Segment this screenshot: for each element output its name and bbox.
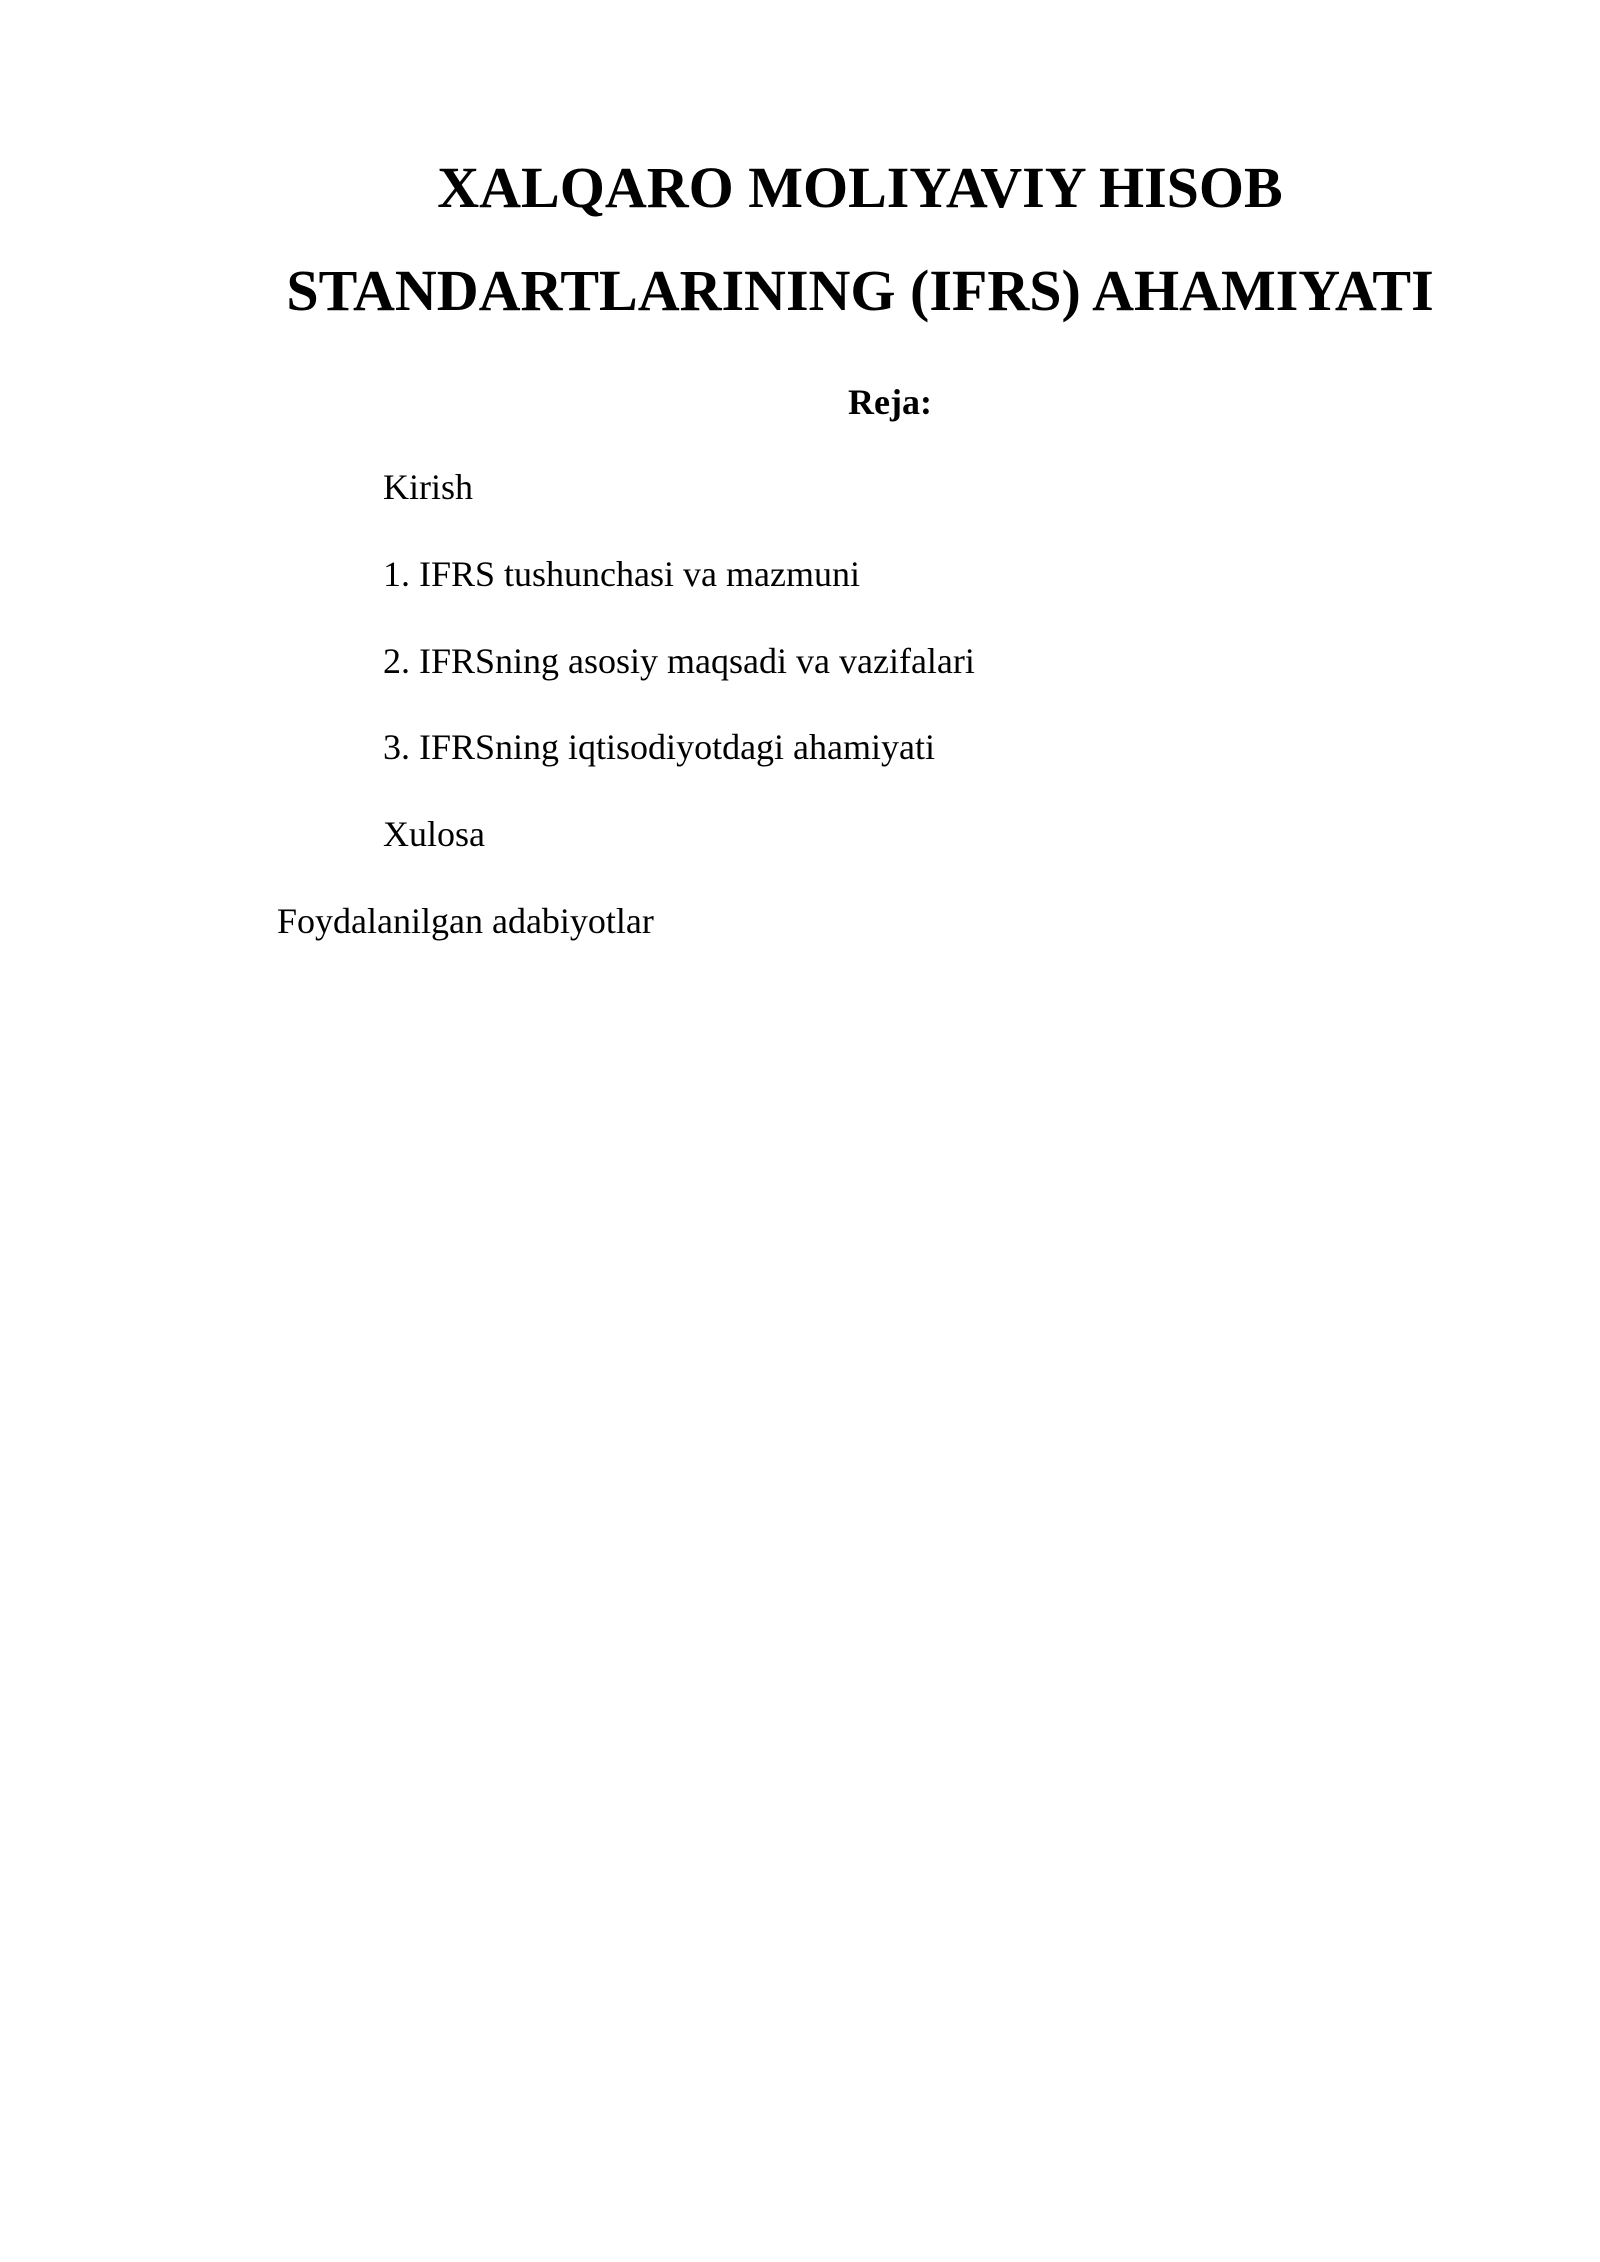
plan-heading: Reja: xyxy=(848,382,932,422)
document-title-line-1: XALQARO MOLIYAVIY HISOB xyxy=(437,155,1283,220)
plan-item-1: 1. IFRS tushunchasi va mazmuni xyxy=(383,554,860,594)
plan-item-introduction: Kirish xyxy=(383,467,473,507)
references-label: Foydalanilgan adabiyotlar xyxy=(277,901,654,941)
plan-item-2: 2. IFRSning asosiy maqsadi va vazifalari xyxy=(383,641,975,681)
plan-item-3: 3. IFRSning iqtisodiyotdagi ahamiyati xyxy=(383,727,935,767)
document-title-line-2: STANDARTLARINING (IFRS) AHAMIYATI xyxy=(286,258,1434,323)
plan-item-conclusion: Xulosa xyxy=(383,814,485,854)
